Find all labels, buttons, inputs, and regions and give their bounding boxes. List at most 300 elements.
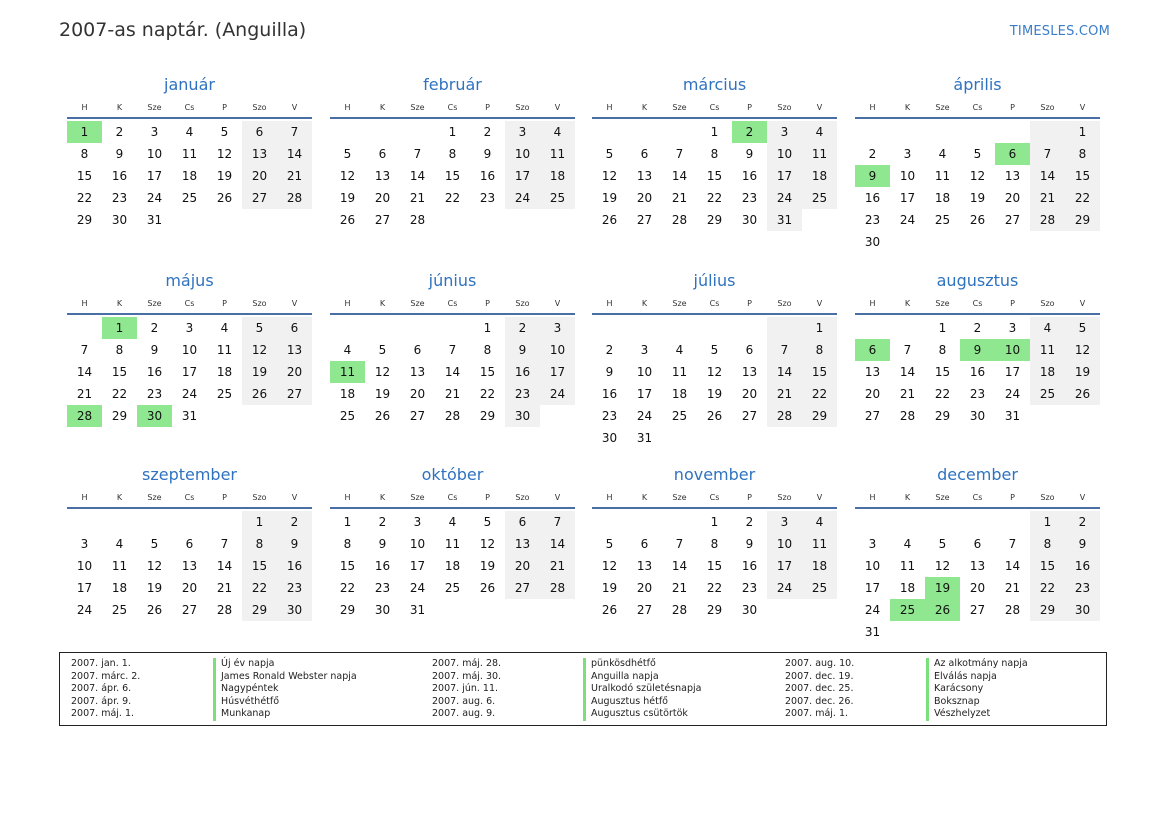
day-cell: 22 <box>802 383 837 405</box>
day-cell: 29 <box>934 409 951 423</box>
legend-names-col-1 <box>213 658 357 721</box>
weekday-label: V <box>1079 299 1086 308</box>
day-cell: 23 <box>374 581 391 595</box>
day-cell: 2 <box>745 515 754 529</box>
weekday-label: K <box>116 103 123 112</box>
day-cell: 11 <box>1030 339 1065 361</box>
weekday-label: K <box>904 299 911 308</box>
empty-cell <box>67 317 102 339</box>
day-cell: 14 <box>899 365 916 379</box>
weekday-header <box>67 490 312 506</box>
weekday-label: K <box>379 299 386 308</box>
empty-cell <box>995 511 1030 533</box>
legend-holiday-name: Nagypéntek <box>213 683 357 696</box>
day-cell: 24 <box>540 383 575 405</box>
day-cell: 23 <box>479 191 496 205</box>
weekday-label: V <box>554 493 561 502</box>
day-cell: 4 <box>220 321 229 335</box>
day-cell: 31 <box>146 213 163 227</box>
day-cell: 14 <box>409 169 426 183</box>
month-name: augusztus <box>936 271 1019 290</box>
weekday-header <box>67 296 312 312</box>
day-cell: 8 <box>710 537 719 551</box>
day-cell: 25 <box>1030 383 1065 405</box>
day-cell: 12 <box>479 537 496 551</box>
day-cell: 22 <box>111 387 128 401</box>
legend-dates-col-2 <box>432 658 501 721</box>
day-cell: 4 <box>343 343 352 357</box>
weekday-header <box>330 490 575 506</box>
day-cell: 29 <box>242 599 277 621</box>
day-cell: 22 <box>1030 577 1065 599</box>
empty-cell <box>960 121 995 143</box>
day-cell: 13 <box>969 559 986 573</box>
day-cell: 9 <box>150 343 159 357</box>
weekday-label: K <box>379 103 386 112</box>
day-cell: 23 <box>741 581 758 595</box>
weekday-label: Cs <box>184 103 195 112</box>
day-grid <box>67 317 312 427</box>
day-cell: 24 <box>767 187 802 209</box>
day-cell: 7 <box>80 343 89 357</box>
day-cell: 28 <box>277 187 312 209</box>
day-cell: 1 <box>343 515 352 529</box>
day-cell: 13 <box>277 339 312 361</box>
day-cell: 8 <box>242 533 277 555</box>
weekday-label: P <box>1010 103 1015 112</box>
day-cell: 9 <box>378 537 387 551</box>
day-cell: 13 <box>741 365 758 379</box>
weekday-label: H <box>344 299 351 308</box>
day-cell: 29 <box>802 405 837 427</box>
holiday-day-cell: 26 <box>925 599 960 621</box>
day-cell: 6 <box>185 537 194 551</box>
day-cell: 30 <box>111 213 128 227</box>
legend-date: 2007. dec. 19. <box>785 670 854 682</box>
weekday-label: Sze <box>147 299 162 308</box>
legend-date: 2007. máj. 1. <box>785 708 849 720</box>
weekday-label: K <box>116 299 123 308</box>
day-cell: 16 <box>741 169 758 183</box>
weekday-label: Szo <box>1040 493 1055 502</box>
empty-cell <box>662 511 697 533</box>
month-block <box>592 271 837 449</box>
month-block <box>67 465 312 621</box>
day-cell: 6 <box>505 511 540 533</box>
weekday-header <box>592 100 837 116</box>
day-cell: 21 <box>76 387 93 401</box>
day-cell: 12 <box>374 365 391 379</box>
day-cell: 27 <box>864 409 881 423</box>
weekday-label: Sze <box>935 299 950 308</box>
holiday-day-cell: 19 <box>925 577 960 599</box>
day-cell: 26 <box>706 409 723 423</box>
weekday-label: Cs <box>184 299 195 308</box>
day-grid <box>855 511 1100 643</box>
day-cell: 4 <box>115 537 124 551</box>
day-cell: 31 <box>864 625 881 639</box>
day-cell: 7 <box>413 147 422 161</box>
day-cell: 24 <box>899 213 916 227</box>
legend-dates-col-3 <box>785 658 854 721</box>
day-cell: 6 <box>640 147 649 161</box>
day-cell: 10 <box>864 559 881 573</box>
day-cell: 26 <box>969 213 986 227</box>
weekday-label: Cs <box>972 493 983 502</box>
day-cell: 1 <box>242 511 277 533</box>
day-cell: 8 <box>483 343 492 357</box>
empty-cell <box>592 317 627 339</box>
day-cell: 11 <box>671 365 688 379</box>
day-cell: 11 <box>899 559 916 573</box>
day-cell: 14 <box>671 559 688 573</box>
day-cell: 6 <box>973 537 982 551</box>
empty-cell <box>855 317 890 339</box>
day-cell: 5 <box>938 537 947 551</box>
day-cell: 21 <box>1004 581 1021 595</box>
month-name: március <box>682 75 747 94</box>
weekday-label: P <box>1010 299 1015 308</box>
day-cell: 15 <box>444 169 461 183</box>
day-cell: 16 <box>479 169 496 183</box>
empty-cell <box>662 317 697 339</box>
month-block <box>330 271 575 427</box>
day-cell: 29 <box>1030 599 1065 621</box>
legend-holiday-name: Húsvéthétfő <box>213 696 357 709</box>
day-cell: 14 <box>277 143 312 165</box>
day-cell: 20 <box>242 165 277 187</box>
day-cell: 10 <box>767 143 802 165</box>
month-name: november <box>673 465 756 484</box>
day-cell: 28 <box>899 409 916 423</box>
day-cell: 10 <box>181 343 198 357</box>
day-cell: 18 <box>671 387 688 401</box>
day-cell: 30 <box>864 235 881 249</box>
day-cell: 5 <box>483 515 492 529</box>
weekday-label: Szo <box>252 299 267 308</box>
day-cell: 19 <box>479 559 496 573</box>
day-grid <box>855 317 1100 427</box>
holiday-day-cell: 1 <box>102 317 137 339</box>
day-cell: 22 <box>706 581 723 595</box>
day-cell: 9 <box>605 365 614 379</box>
day-cell: 17 <box>636 387 653 401</box>
day-cell: 11 <box>111 559 128 573</box>
legend-date: 2007. jan. 1. <box>71 658 131 669</box>
weekday-label: Cs <box>447 103 458 112</box>
weekday-label: K <box>641 299 648 308</box>
month-block <box>330 75 575 231</box>
day-cell: 11 <box>444 537 461 551</box>
day-cell: 20 <box>1004 191 1021 205</box>
day-cell: 28 <box>444 409 461 423</box>
legend-date: 2007. márc. 2. <box>71 670 141 682</box>
legend-holiday-name: Munkanap <box>213 708 357 721</box>
day-cell: 15 <box>706 559 723 573</box>
day-cell: 18 <box>802 555 837 577</box>
day-cell: 25 <box>216 387 233 401</box>
header-divider <box>67 117 312 119</box>
empty-cell <box>732 317 767 339</box>
day-cell: 24 <box>181 387 198 401</box>
day-cell: 12 <box>146 559 163 573</box>
day-cell: 29 <box>706 603 723 617</box>
day-cell: 27 <box>409 409 426 423</box>
day-cell: 13 <box>864 365 881 379</box>
weekday-label: H <box>869 493 876 502</box>
weekday-label: V <box>1079 493 1086 502</box>
day-cell: 16 <box>277 555 312 577</box>
empty-cell <box>925 511 960 533</box>
day-cell: 1 <box>710 125 719 139</box>
weekday-label: H <box>869 103 876 112</box>
holiday-day-cell: 30 <box>137 405 172 427</box>
empty-cell <box>960 511 995 533</box>
day-cell: 5 <box>1065 317 1100 339</box>
day-cell: 8 <box>710 147 719 161</box>
day-cell: 12 <box>969 169 986 183</box>
weekday-label: V <box>291 103 298 112</box>
weekday-header <box>67 100 312 116</box>
weekday-label: K <box>641 103 648 112</box>
header-divider <box>330 313 575 315</box>
day-cell: 11 <box>216 343 233 357</box>
legend-date: 2007. máj. 28. <box>432 658 502 669</box>
day-cell: 30 <box>277 599 312 621</box>
day-cell: 21 <box>1030 187 1065 209</box>
legend-date: 2007. máj. 1. <box>71 708 135 720</box>
day-cell: 23 <box>969 387 986 401</box>
page-title: 2007-as naptár. (Anguilla) <box>59 19 307 41</box>
day-cell: 31 <box>409 603 426 617</box>
day-cell: 19 <box>969 191 986 205</box>
day-cell: 8 <box>1065 143 1100 165</box>
weekday-label: H <box>344 493 351 502</box>
day-cell: 13 <box>242 143 277 165</box>
holiday-day-cell: 6 <box>995 143 1030 165</box>
day-cell: 9 <box>483 147 492 161</box>
day-cell: 14 <box>1004 559 1021 573</box>
empty-cell <box>855 121 890 143</box>
day-cell: 4 <box>802 511 837 533</box>
day-cell: 8 <box>802 339 837 361</box>
day-cell: 17 <box>146 169 163 183</box>
weekday-label: V <box>291 299 298 308</box>
day-cell: 18 <box>444 559 461 573</box>
day-grid <box>330 121 575 231</box>
day-grid <box>592 317 837 449</box>
day-cell: 28 <box>767 405 802 427</box>
legend-date: 2007. dec. 25. <box>785 683 854 695</box>
day-cell: 4 <box>675 343 684 357</box>
day-grid <box>330 511 575 621</box>
day-cell: 22 <box>479 387 496 401</box>
day-cell: 20 <box>409 387 426 401</box>
day-cell: 27 <box>636 603 653 617</box>
day-cell: 30 <box>741 213 758 227</box>
day-cell: 7 <box>675 147 684 161</box>
weekday-label: P <box>485 299 490 308</box>
day-cell: 20 <box>277 361 312 383</box>
day-cell: 13 <box>181 559 198 573</box>
day-cell: 24 <box>767 577 802 599</box>
day-cell: 8 <box>938 343 947 357</box>
weekday-label: Sze <box>410 299 425 308</box>
day-cell: 26 <box>601 603 618 617</box>
day-cell: 14 <box>216 559 233 573</box>
day-cell: 10 <box>409 537 426 551</box>
day-cell: 20 <box>969 581 986 595</box>
weekday-label: H <box>606 103 613 112</box>
day-cell: 12 <box>934 559 951 573</box>
day-cell: 20 <box>505 555 540 577</box>
day-cell: 12 <box>601 559 618 573</box>
day-cell: 3 <box>505 121 540 143</box>
empty-cell <box>995 121 1030 143</box>
day-cell: 22 <box>242 577 277 599</box>
day-grid <box>592 121 837 231</box>
day-cell: 27 <box>741 409 758 423</box>
day-cell: 20 <box>741 387 758 401</box>
empty-cell <box>330 317 365 339</box>
month-name: január <box>164 75 215 94</box>
day-cell: 26 <box>242 383 277 405</box>
legend-holiday-name: Az alkotmány napja <box>926 658 1028 671</box>
day-cell: 15 <box>339 559 356 573</box>
weekday-header <box>855 296 1100 312</box>
day-cell: 29 <box>706 213 723 227</box>
day-cell: 8 <box>115 343 124 357</box>
day-cell: 5 <box>150 537 159 551</box>
weekday-label: P <box>222 493 227 502</box>
day-cell: 3 <box>767 121 802 143</box>
weekday-header <box>330 100 575 116</box>
day-cell: 19 <box>242 361 277 383</box>
day-cell: 30 <box>741 603 758 617</box>
weekday-label: P <box>485 493 490 502</box>
day-cell: 2 <box>973 321 982 335</box>
day-cell: 28 <box>1030 209 1065 231</box>
day-cell: 9 <box>277 533 312 555</box>
weekday-label: Cs <box>447 493 458 502</box>
day-cell: 2 <box>150 321 159 335</box>
day-cell: 27 <box>277 383 312 405</box>
empty-cell <box>662 121 697 143</box>
holiday-day-cell: 25 <box>890 599 925 621</box>
weekday-label: H <box>344 103 351 112</box>
weekday-label: Szo <box>515 103 530 112</box>
month-block <box>592 75 837 231</box>
weekday-label: Cs <box>184 493 195 502</box>
weekday-header <box>592 296 837 312</box>
weekday-label: K <box>904 493 911 502</box>
day-cell: 10 <box>899 169 916 183</box>
day-cell: 5 <box>378 343 387 357</box>
empty-cell <box>172 511 207 533</box>
day-cell: 15 <box>479 365 496 379</box>
day-cell: 22 <box>934 387 951 401</box>
day-cell: 16 <box>374 559 391 573</box>
weekday-label: Sze <box>410 103 425 112</box>
day-cell: 13 <box>409 365 426 379</box>
day-cell: 19 <box>1065 361 1100 383</box>
weekday-label: Szo <box>252 103 267 112</box>
empty-cell <box>767 317 802 339</box>
day-cell: 5 <box>220 125 229 139</box>
day-cell: 17 <box>1004 365 1021 379</box>
day-cell: 12 <box>1065 339 1100 361</box>
weekday-label: Cs <box>709 493 720 502</box>
day-cell: 17 <box>505 165 540 187</box>
day-cell: 4 <box>938 147 947 161</box>
day-cell: 27 <box>1004 213 1021 227</box>
day-cell: 30 <box>969 409 986 423</box>
weekday-label: H <box>81 299 88 308</box>
day-cell: 26 <box>601 213 618 227</box>
weekday-label: H <box>81 103 88 112</box>
day-cell: 11 <box>934 169 951 183</box>
weekday-label: Sze <box>672 493 687 502</box>
day-cell: 7 <box>540 511 575 533</box>
day-cell: 19 <box>601 191 618 205</box>
legend-date: 2007. jún. 11. <box>432 683 499 695</box>
day-cell: 19 <box>216 169 233 183</box>
day-cell: 9 <box>505 339 540 361</box>
day-cell: 16 <box>1065 555 1100 577</box>
day-cell: 29 <box>1065 209 1100 231</box>
day-cell: 27 <box>505 577 540 599</box>
empty-cell <box>67 511 102 533</box>
empty-cell <box>890 121 925 143</box>
day-grid <box>592 511 837 621</box>
day-cell: 11 <box>181 147 198 161</box>
day-cell: 22 <box>444 191 461 205</box>
holiday-day-cell: 11 <box>330 361 365 383</box>
brand-link[interactable]: TIMESLES.COM <box>1009 24 1110 39</box>
day-cell: 30 <box>1065 599 1100 621</box>
holiday-legend <box>59 652 1107 726</box>
day-cell: 31 <box>767 209 802 231</box>
day-cell: 3 <box>640 343 649 357</box>
day-cell: 25 <box>934 213 951 227</box>
legend-holiday-name: Uralkodó születésnapja <box>583 683 701 696</box>
weekday-label: V <box>291 493 298 502</box>
day-cell: 11 <box>802 533 837 555</box>
day-cell: 24 <box>636 409 653 423</box>
weekday-label: V <box>554 299 561 308</box>
day-cell: 18 <box>802 165 837 187</box>
weekday-label: P <box>222 299 227 308</box>
day-cell: 28 <box>671 603 688 617</box>
day-cell: 12 <box>242 339 277 361</box>
day-cell: 21 <box>444 387 461 401</box>
weekday-label: Szo <box>1040 299 1055 308</box>
day-cell: 21 <box>671 191 688 205</box>
weekday-label: Cs <box>447 299 458 308</box>
day-cell: 4 <box>1030 317 1065 339</box>
day-cell: 17 <box>767 165 802 187</box>
weekday-label: H <box>81 493 88 502</box>
day-cell: 17 <box>181 365 198 379</box>
day-cell: 10 <box>505 143 540 165</box>
legend-date: 2007. dec. 26. <box>785 695 854 707</box>
day-cell: 30 <box>505 405 540 427</box>
day-cell: 19 <box>146 581 163 595</box>
day-cell: 20 <box>636 191 653 205</box>
weekday-label: Szo <box>777 103 792 112</box>
day-cell: 14 <box>76 365 93 379</box>
day-cell: 7 <box>277 121 312 143</box>
